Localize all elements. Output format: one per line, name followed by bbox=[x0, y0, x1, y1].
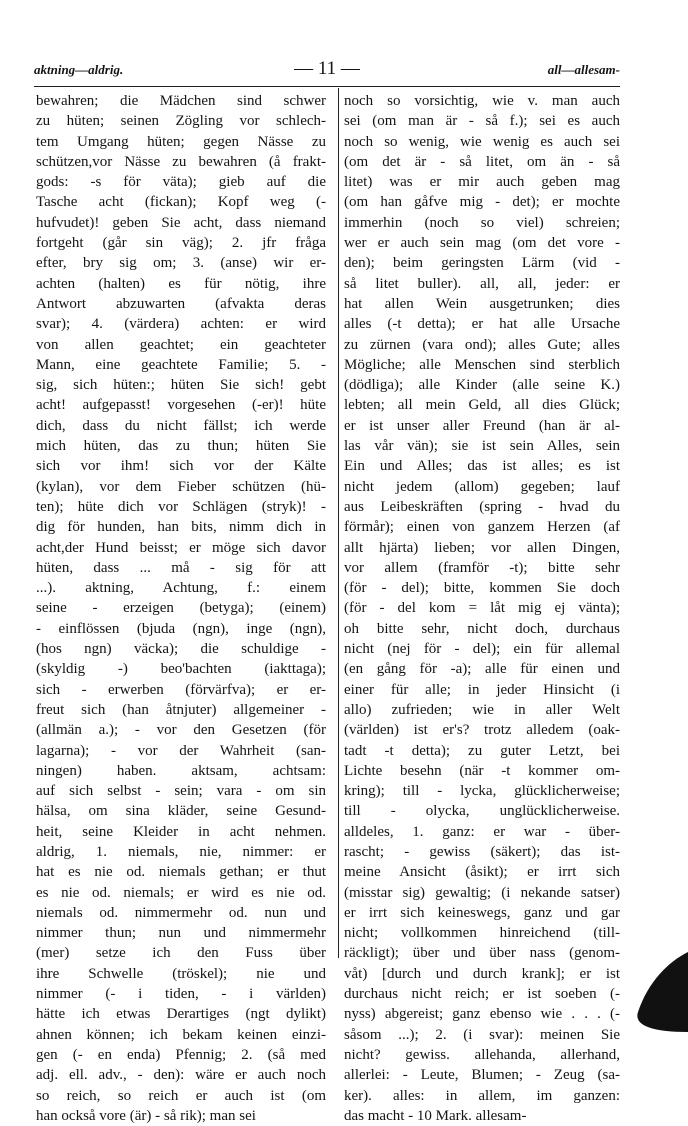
text-line: immerhin (noch so viel) schreien; bbox=[344, 214, 620, 231]
text-line: till - olycka, unglücklicherweise. bbox=[344, 803, 620, 820]
text-line: (världen) ist er's? trotz alledem (oak- bbox=[344, 722, 620, 739]
text-line: sei (om man är - så f.); sei es auch bbox=[344, 113, 620, 130]
text-line: (om han gåfve mig - det); er mochte bbox=[344, 194, 620, 211]
text-line: es nie od. niemals; er wird es nie od. bbox=[36, 884, 326, 901]
text-line: allo) zufrieden; wie in aller Welt bbox=[344, 701, 620, 718]
text-line: nyss) abgereist; ganz ebenso wie . . . (- bbox=[344, 1006, 620, 1023]
text-line: freut sich (han åtnjuter) allgemeiner - bbox=[36, 701, 326, 718]
text-line: nicht jedem (allom) gegeben; lauf bbox=[344, 478, 620, 495]
text-line: (en gång för -a); alle für einen und bbox=[344, 661, 620, 678]
text-line: förmår); einen von ganzem Herzen (af bbox=[344, 519, 620, 536]
text-line: litet) was er mir auch geben mag bbox=[344, 174, 620, 191]
text-line: våt) [durch und durch krank]; er ist bbox=[344, 965, 620, 982]
left-column bbox=[36, 91, 326, 1126]
ink-blot-path bbox=[637, 952, 688, 1032]
text-line: noch so vorsichtig, wie v. man auch bbox=[344, 93, 620, 109]
ink-blot-shape bbox=[618, 942, 688, 1032]
text-line: achten (halten) es für nötig, ihre bbox=[36, 275, 326, 292]
text-line: ker). alles: in allem, im ganzen: bbox=[344, 1087, 620, 1104]
text-line: kring); till - lycka, glücklicherweise; bbox=[344, 783, 620, 800]
text-line: den); beim geringsten Lärm (vid - bbox=[344, 255, 620, 272]
text-line: adj. ell. adv., - den): wäre er auch noch bbox=[36, 1067, 326, 1084]
text-line: fortgeht (går sin väg); 2. jfr fråga bbox=[36, 235, 326, 252]
text-line: er irrt sich keineswegs, ganz und gar bbox=[344, 904, 620, 921]
text-line: Ein und Alles; das ist alles; es ist bbox=[344, 458, 620, 475]
text-line: (för - del kom = låt mig ej vänta); bbox=[344, 600, 620, 617]
text-line: hätte ich etwas Derartiges (ngt dylikt) bbox=[36, 1006, 326, 1023]
text-line: (kylan), vor dem Fieber schützen (hü- bbox=[36, 478, 326, 495]
right-column bbox=[344, 91, 620, 1126]
text-line: seine - erzeigen (betyga); (einem) bbox=[36, 600, 326, 617]
text-line: Mann, eine geachtete Familie; 5. - bbox=[36, 356, 326, 373]
text-line: rascht; - gewiss (säkert); das ist- bbox=[344, 843, 620, 860]
text-line: alles (-t detta); er hat alle Ursache bbox=[344, 316, 620, 333]
text-line: aus Leibeskräften (spring - hvad du bbox=[344, 498, 620, 515]
text-line: allerlei: - Leute, Blumen; - Zeug (sa- bbox=[344, 1067, 620, 1084]
header-right-guideword: all—allesam- bbox=[547, 62, 620, 77]
text-line: Mögliche; alle Menschen sind sterblich bbox=[344, 356, 620, 373]
text-line: von allen geachtet; ein geachteter bbox=[36, 336, 326, 353]
text-line: tadt -t detta); zu guter Letzt, bei bbox=[344, 742, 620, 759]
text-line: so reich, so reich er auch ist (om bbox=[36, 1087, 326, 1104]
text-line: hälsa, om sina kläder, seine Gesund- bbox=[36, 803, 326, 820]
text-line: hat es nie od. niemals gethan; er thut bbox=[36, 864, 326, 881]
header-left-guideword: aktning—aldrig. bbox=[34, 62, 124, 77]
text-line: nicht (nej för - del); ein für allemal bbox=[344, 641, 620, 658]
text-line: svar); 4. (värdera) achten: er wird bbox=[36, 316, 326, 333]
text-line: nimmer thun; nun und nimmermehr bbox=[36, 925, 326, 942]
text-line: durchaus nicht reich; er ist soeben (- bbox=[344, 986, 620, 1003]
text-line: acht,der Hund beisst; er möge sich davor bbox=[36, 539, 326, 556]
page-number: — 11 — bbox=[294, 58, 360, 79]
text-line: så litet buller). all, all, jeder: er bbox=[344, 275, 620, 292]
page-header bbox=[34, 58, 620, 86]
text-line: zu hüten; seinen Zögling vor schlech- bbox=[36, 113, 326, 130]
text-line: (allmän a.); - vor den Gesetzen (för bbox=[36, 722, 326, 739]
text-line: zu zürnen (vara ond); alles Gute; alles bbox=[344, 336, 620, 353]
text-line: auf sich selbst - sein; vara - om sin bbox=[36, 783, 326, 800]
text-line: hüten, dass ... må - sig för att bbox=[36, 559, 326, 576]
text-line: ...). aktning, Achtung, f.: einem bbox=[36, 580, 326, 597]
text-line: sich - erwerben (förvärfva); er er- bbox=[36, 681, 326, 698]
text-line: Lichte besehn (när -t kommer om- bbox=[344, 762, 620, 779]
text-line: (skyldig -) beo'bachten (iakttaga); bbox=[36, 661, 326, 678]
text-line: aldrig, 1. niemals, nie, nimmer: er bbox=[36, 843, 326, 860]
text-line: (mer) setze ich den Fuss über bbox=[36, 945, 326, 962]
text-line: ten); hüte dich vor Schlägen (stryk)! - bbox=[36, 498, 326, 515]
text-line: bewahren; die Mädchen sind schwer bbox=[36, 93, 326, 109]
text-line: niemals od. nimmermehr od. nun und bbox=[36, 904, 326, 921]
text-line: er ist unser aller Freund (han är al- bbox=[344, 417, 620, 434]
text-line: nicht? gewiss. allehanda, allerhand, bbox=[344, 1046, 620, 1063]
column-divider bbox=[338, 88, 339, 958]
text-line: mich hüten, das zu thun; hüten Sie bbox=[36, 438, 326, 455]
text-line: wer er auch sein mag (om det vore - bbox=[344, 235, 620, 252]
text-line: efter, bry sig om; 3. (anse) wir er- bbox=[36, 255, 326, 272]
text-line: Tasche acht (fickan); Kopf weg (- bbox=[36, 194, 326, 211]
text-line: einer für alle; in jeder Hinsicht (i bbox=[344, 681, 620, 698]
text-line: ihre Schwelle (tröskel); nie und bbox=[36, 965, 326, 982]
text-line: gen (- en enda) Pfennig; 2. (så med bbox=[36, 1046, 326, 1063]
text-line: räckligt); über und über nass (genom- bbox=[344, 945, 620, 962]
text-line: las vår vän); sie ist sein Alles, sein bbox=[344, 438, 620, 455]
text-line: Antwort abzuwarten (afvakta deras bbox=[36, 295, 326, 312]
text-line: vor allem (framför -t); bitte sehr bbox=[344, 559, 620, 576]
text-line: hat allen Wein ausgetrunken; dies bbox=[344, 295, 620, 312]
text-line: gods: -s för väta); gieb auf die bbox=[36, 174, 326, 191]
text-line: das macht - 10 Mark. allesam- bbox=[344, 1107, 527, 1124]
text-line: (dödliga); alle Kinder (alle seine K.) bbox=[344, 377, 620, 394]
text-line: dig för hunden, han bits, nimm dich in bbox=[36, 519, 326, 536]
text-line: ningen) haben. aktsam, achtsam: bbox=[36, 762, 326, 779]
text-line: nicht; vollkommen hinreichend (till- bbox=[344, 925, 620, 942]
text-line: nimmer (- i tiden, - i världen) bbox=[36, 986, 326, 1003]
text-line: dich, dass du nicht fällst; ich werde bbox=[36, 417, 326, 434]
text-line: sich vor ihm! sich vor der Kälte bbox=[36, 458, 326, 475]
text-line: alldeles, 1. ganz: er war - über- bbox=[344, 823, 620, 840]
text-line: meine Ansicht (åsikt); er irrt sich bbox=[344, 864, 620, 881]
text-line: allt hjärta) lieben; vor allen Dingen, bbox=[344, 539, 620, 556]
text-line: (för - del); bitte, kommen Sie doch bbox=[344, 580, 620, 597]
text-line: oh bitte sehr, nicht doch, durchaus bbox=[344, 620, 620, 637]
text-line: han också vore (är) - så rik); man sei bbox=[36, 1107, 256, 1124]
text-line: ahnen können; ich bekam keinen einzi- bbox=[36, 1026, 326, 1043]
text-line: (hos ngn) väcka); die schuldige - bbox=[36, 641, 326, 658]
text-line: (om det är - så litet, om än - så bbox=[344, 153, 620, 170]
text-line: - einflössen (bjuda (ngn), inge (ngn), bbox=[36, 620, 326, 637]
text-line: lebten; all mein Geld, all dies Glück; bbox=[344, 397, 620, 414]
text-line: noch so wenig, wie wenig es auch sei bbox=[344, 133, 620, 150]
text-line: acht! aufgepasst! vorgesehen (-er)! hüte bbox=[36, 397, 326, 414]
header-rule bbox=[34, 86, 620, 87]
text-line: schützen,vor Nässe zu bewahren (å frakt- bbox=[36, 153, 326, 170]
text-line: såsom ...); 2. (i svar): meinen Sie bbox=[344, 1026, 620, 1043]
text-line: heit, seine Kleider in acht nehmen. bbox=[36, 823, 326, 840]
text-line: tem Umgang hüten; gegen Nässe zu bbox=[36, 133, 326, 150]
text-line: hufvudet)! geben Sie acht, dass niemand bbox=[36, 214, 326, 231]
text-line: (misstar sig) gewaltig; (i nekande satser) bbox=[344, 884, 620, 901]
text-line: lagarna); - vor der Wahrheit (san- bbox=[36, 742, 326, 759]
text-line: sig, sich hüten:; hüten Sie sich! gebt bbox=[36, 377, 326, 394]
